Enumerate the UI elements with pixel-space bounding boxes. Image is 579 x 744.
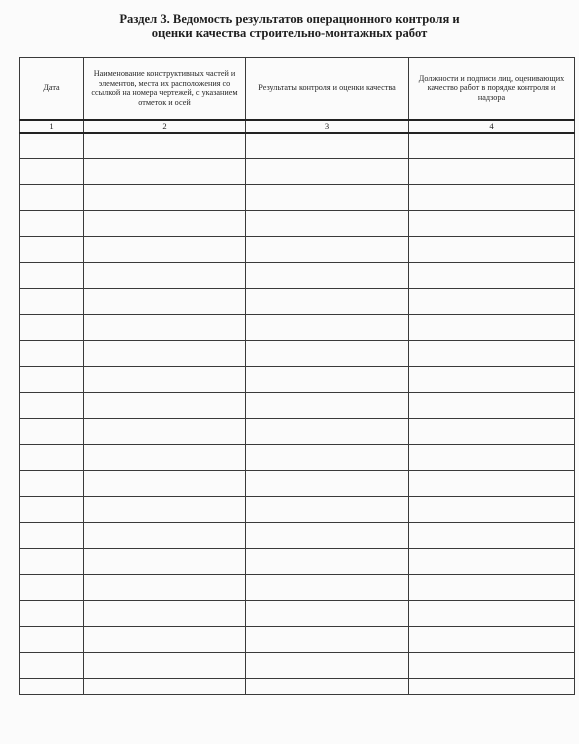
table-cell[interactable]: [246, 419, 409, 445]
header-date: Дата: [20, 58, 84, 120]
table-cell[interactable]: [84, 523, 246, 549]
table-row: [20, 315, 575, 341]
table-cell[interactable]: [409, 471, 575, 497]
table-cell[interactable]: [20, 185, 84, 211]
table-row: [20, 575, 575, 601]
table-cell[interactable]: [409, 341, 575, 367]
table-row: [20, 393, 575, 419]
table-cell[interactable]: [20, 627, 84, 653]
table-cell[interactable]: [20, 445, 84, 471]
table-cell[interactable]: [246, 211, 409, 237]
table-cell[interactable]: [246, 575, 409, 601]
table-cell[interactable]: [409, 263, 575, 289]
table-cell[interactable]: [84, 367, 246, 393]
header-positions-signatures: Должности и подписи лиц, оценивающих качество работ в порядке контроля и надзора: [409, 58, 575, 120]
table-row: [20, 159, 575, 185]
table-cell[interactable]: [20, 315, 84, 341]
table-cell[interactable]: [246, 393, 409, 419]
table-cell[interactable]: [20, 575, 84, 601]
table-cell[interactable]: [409, 315, 575, 341]
table-cell[interactable]: [246, 471, 409, 497]
table-cell[interactable]: [84, 263, 246, 289]
table-cell[interactable]: [246, 185, 409, 211]
table-cell[interactable]: [84, 445, 246, 471]
table-cell[interactable]: [84, 159, 246, 185]
table-cell[interactable]: [409, 211, 575, 237]
table-cell[interactable]: [20, 497, 84, 523]
table-row: [20, 627, 575, 653]
table-cell[interactable]: [84, 419, 246, 445]
table-cell[interactable]: [84, 497, 246, 523]
table-cell[interactable]: [84, 679, 246, 695]
table-row: [20, 211, 575, 237]
table-cell[interactable]: [20, 211, 84, 237]
column-number-row: [20, 120, 575, 133]
table-cell[interactable]: [246, 367, 409, 393]
table-cell[interactable]: [20, 289, 84, 315]
table-cell[interactable]: [409, 367, 575, 393]
table-row: [20, 497, 575, 523]
table-cell[interactable]: [84, 133, 246, 159]
table-cell[interactable]: [409, 289, 575, 315]
table-cell[interactable]: [246, 289, 409, 315]
quality-control-table: [19, 57, 575, 695]
table-cell[interactable]: [84, 549, 246, 575]
column-number: 2: [84, 120, 246, 133]
table-cell[interactable]: [246, 679, 409, 695]
table-cell[interactable]: [409, 159, 575, 185]
table-cell[interactable]: [84, 575, 246, 601]
table-cell[interactable]: [84, 471, 246, 497]
table-row: [20, 237, 575, 263]
table-cell[interactable]: [246, 133, 409, 159]
header-row: [20, 58, 575, 120]
table-row: [20, 549, 575, 575]
table-cell[interactable]: [20, 341, 84, 367]
table-cell[interactable]: [409, 627, 575, 653]
table-row: [20, 133, 575, 159]
table-cell[interactable]: [20, 653, 84, 679]
table-cell[interactable]: [20, 471, 84, 497]
table-cell[interactable]: [84, 315, 246, 341]
table-row: [20, 367, 575, 393]
column-number: 3: [246, 120, 409, 133]
table-cell[interactable]: [20, 367, 84, 393]
table-cell[interactable]: [409, 133, 575, 159]
table-cell[interactable]: [20, 523, 84, 549]
table-cell[interactable]: [84, 211, 246, 237]
table-cell[interactable]: [84, 341, 246, 367]
column-number: 1: [20, 120, 84, 133]
section-title-line-2: оценки качества строительно-монтажных работ: [151, 26, 428, 40]
table-cell[interactable]: [409, 419, 575, 445]
table-cell[interactable]: [246, 601, 409, 627]
table-row: [20, 679, 575, 695]
table-cell[interactable]: [84, 601, 246, 627]
table-cell[interactable]: [84, 393, 246, 419]
table-cell[interactable]: [246, 263, 409, 289]
table-row: [20, 289, 575, 315]
section-title-line-1: Раздел 3. Ведомость результатов операционного контроля и: [119, 12, 460, 26]
table-row: [20, 523, 575, 549]
table-row: [20, 185, 575, 211]
table-row: [20, 341, 575, 367]
table-cell[interactable]: [409, 653, 575, 679]
table-cell[interactable]: [20, 419, 84, 445]
table-cell[interactable]: [20, 549, 84, 575]
header-control-results: Результаты контроля и оценки качества: [246, 58, 409, 120]
table-cell[interactable]: [20, 393, 84, 419]
table-cell[interactable]: [409, 393, 575, 419]
table-cell[interactable]: [246, 237, 409, 263]
table-row: [20, 445, 575, 471]
table-cell[interactable]: [246, 627, 409, 653]
table-cell[interactable]: [409, 185, 575, 211]
table-row: [20, 653, 575, 679]
table-cell[interactable]: [246, 341, 409, 367]
table-cell[interactable]: [20, 133, 84, 159]
table-cell[interactable]: [246, 445, 409, 471]
table-cell[interactable]: [409, 497, 575, 523]
entry-rows: [20, 133, 575, 695]
table-cell[interactable]: [20, 159, 84, 185]
table-cell[interactable]: [84, 237, 246, 263]
table-cell[interactable]: [409, 575, 575, 601]
table-row: [20, 263, 575, 289]
table-cell[interactable]: [20, 263, 84, 289]
column-number: 4: [409, 120, 575, 133]
table-cell[interactable]: [84, 185, 246, 211]
table-cell[interactable]: [246, 497, 409, 523]
table-cell[interactable]: [409, 679, 575, 695]
table-cell[interactable]: [409, 237, 575, 263]
table-cell[interactable]: [409, 445, 575, 471]
table-cell[interactable]: [84, 653, 246, 679]
table-cell[interactable]: [246, 523, 409, 549]
table-cell[interactable]: [409, 549, 575, 575]
section-title: [0, 12, 579, 40]
table-cell[interactable]: [246, 653, 409, 679]
table-row: [20, 601, 575, 627]
table-cell[interactable]: [20, 601, 84, 627]
table-row: [20, 419, 575, 445]
table-cell[interactable]: [20, 237, 84, 263]
table-cell[interactable]: [84, 289, 246, 315]
table-cell[interactable]: [246, 549, 409, 575]
table-cell[interactable]: [84, 627, 246, 653]
table-cell[interactable]: [246, 159, 409, 185]
table-row: [20, 471, 575, 497]
table-cell[interactable]: [409, 523, 575, 549]
header-structural-parts: Наименование конструктивных частей и элементов, места их расположения со ссылкой на номера чертежей, с указанием отметок и осей: [84, 58, 246, 120]
table-cell[interactable]: [409, 601, 575, 627]
table-cell[interactable]: [246, 315, 409, 341]
table-cell[interactable]: [20, 679, 84, 695]
